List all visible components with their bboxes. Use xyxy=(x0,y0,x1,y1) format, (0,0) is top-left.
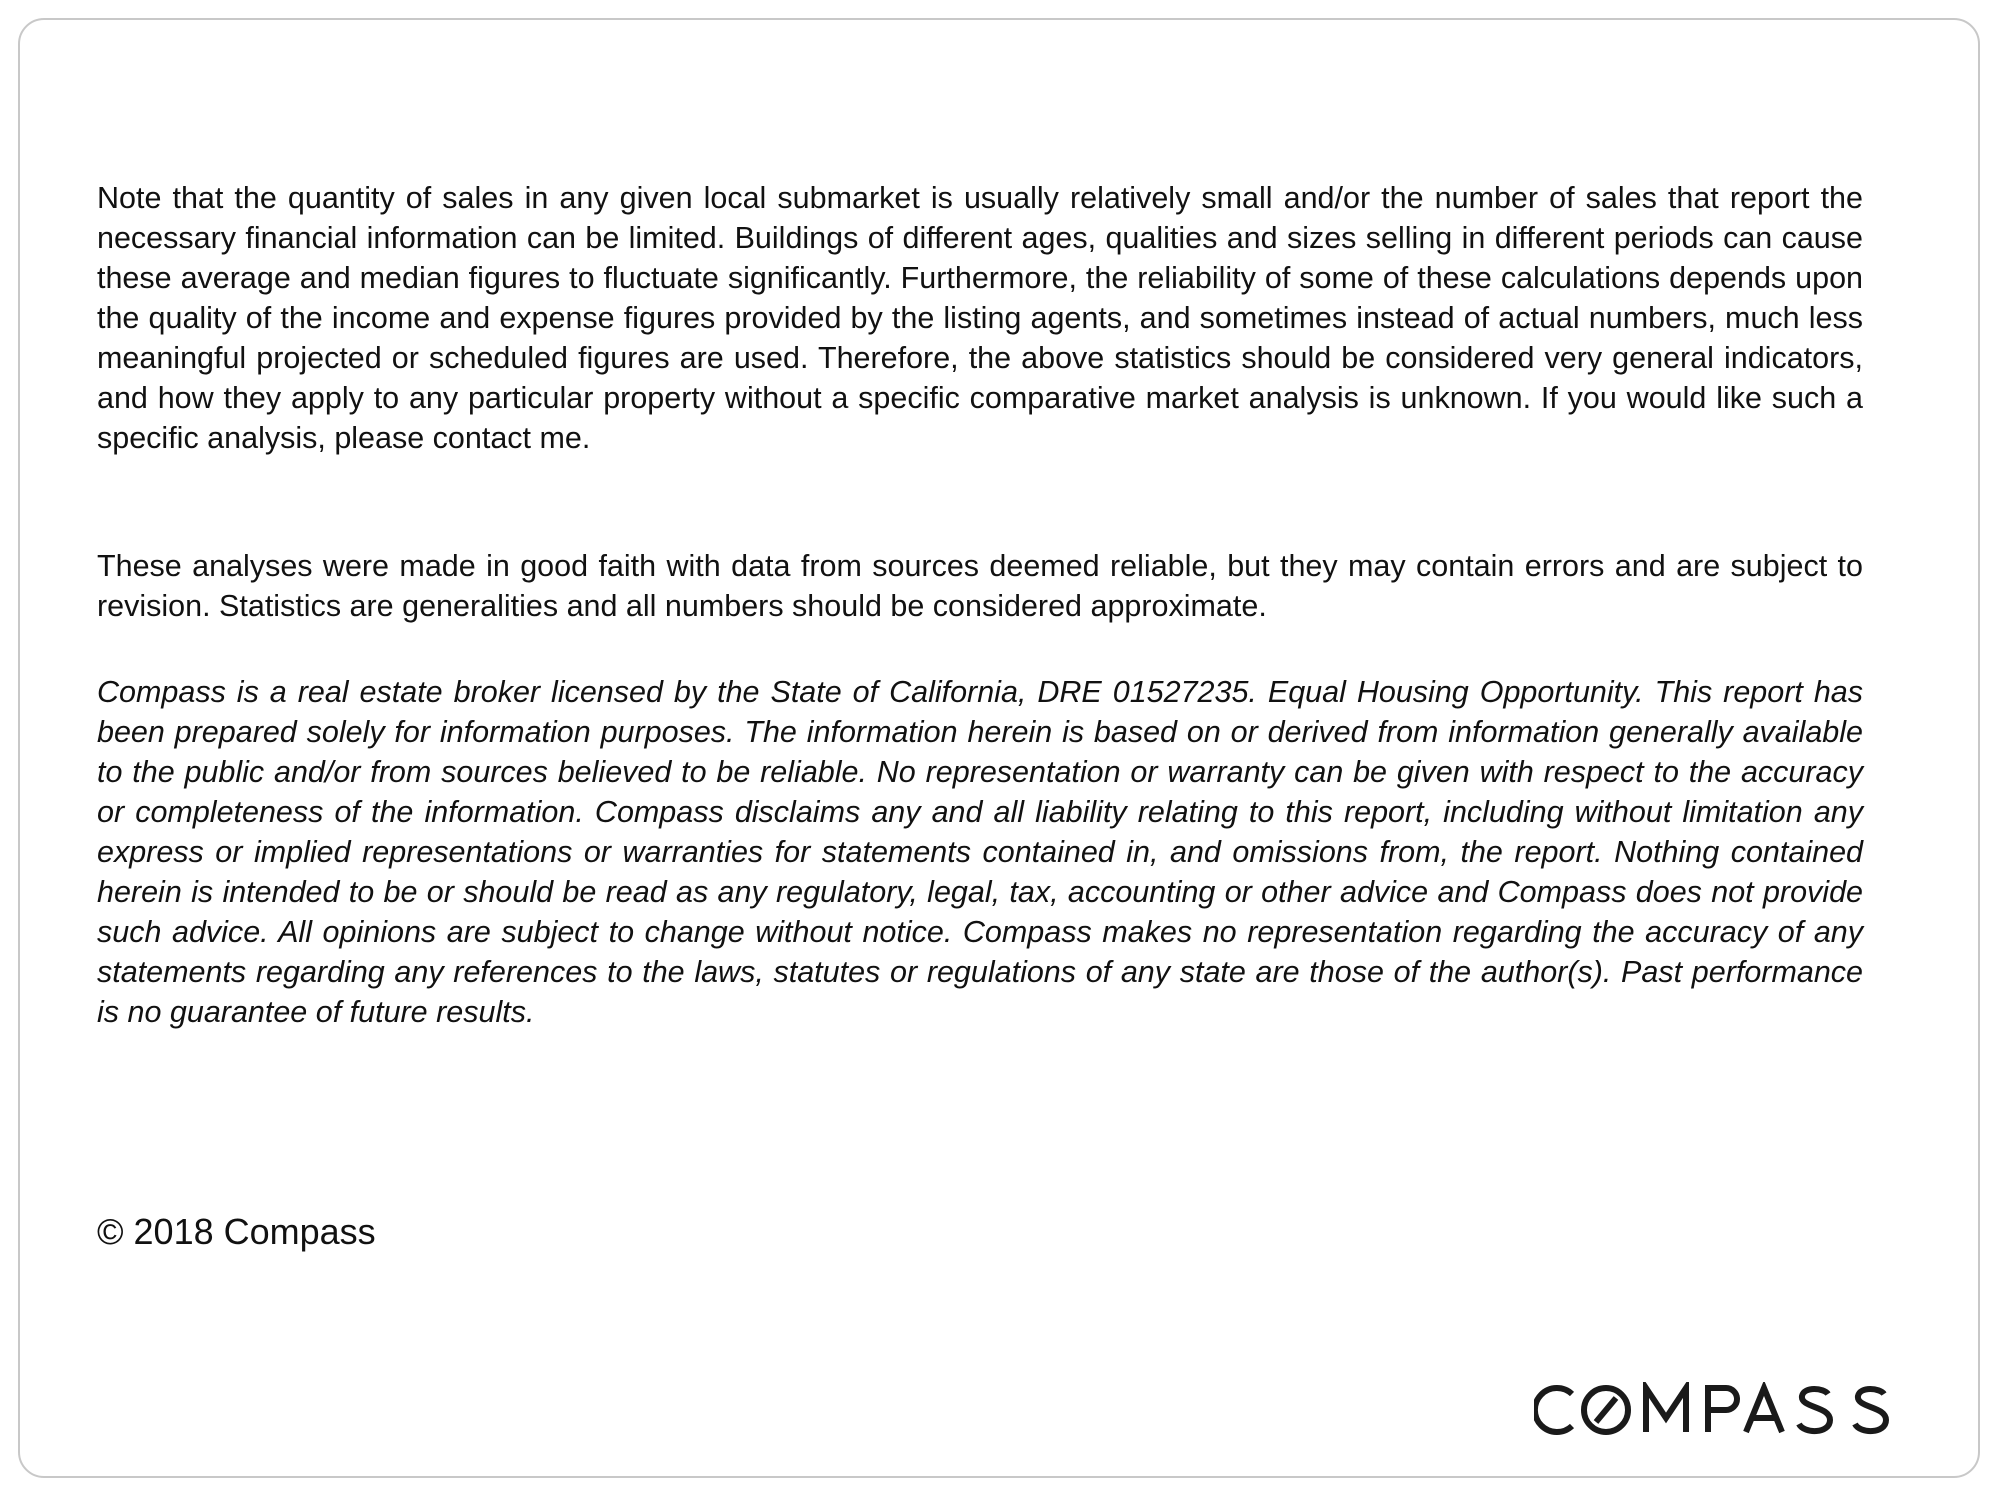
compass-logo xyxy=(1534,1382,1900,1438)
disclaimer-paragraph-sales: Note that the quantity of sales in any given local submarket is usually relatively small and/or the number of sales that report the necessary financial information can be limited. Buildings of different ages, qualities and sizes selling in different periods can cause these average and median figures to fluctuate significantly. Furthermore, the reliability of some of these calculations depends upon the quality of the income and expense figures provided by the listing agents, and sometimes instead of actual numbers, much less meaningful projected or scheduled figures are used. Therefore, the above statistics should be considered very general indicators, and how they apply to any particular property without a specific comparative market analysis is unknown. If you would like such a specific analysis, please contact me. xyxy=(97,181,1863,455)
disclaimer-paragraph-analyses: These analyses were made in good faith with data from sources deemed reliable, but they may contain errors and are subject to revision. Statistics are generalities and all numbers should be considered approximate. xyxy=(97,549,1863,623)
disclaimer-body xyxy=(97,178,1863,1032)
legal-disclaimer-paragraph: Compass is a real estate broker licensed by the State of California, DRE 01527235. Equal Housing Opportunity. This report has been prepared solely for information purposes. The information herein is based on or derived from information generally available to the public and/or from sources believed to be reliable. No representation or warranty can be given with respect to the accuracy or completeness of the information. Compass disclaims any and all liability relating to this report, including without limitation any express or implied representations or warranties for statements contained in, and omissions from, the report. Nothing contained herein is intended to be or should be read as any regulatory, legal, tax, accounting or other advice and Compass does not provide such advice. All opinions are subject to change without notice. Compass makes no representation regarding the accuracy of any statements regarding any references to the laws, statutes or regulations of any state are those of the author(s). Past performance is no guarantee of future results. xyxy=(97,675,1863,1029)
copyright-notice: © 2018 Compass xyxy=(97,1211,376,1252)
